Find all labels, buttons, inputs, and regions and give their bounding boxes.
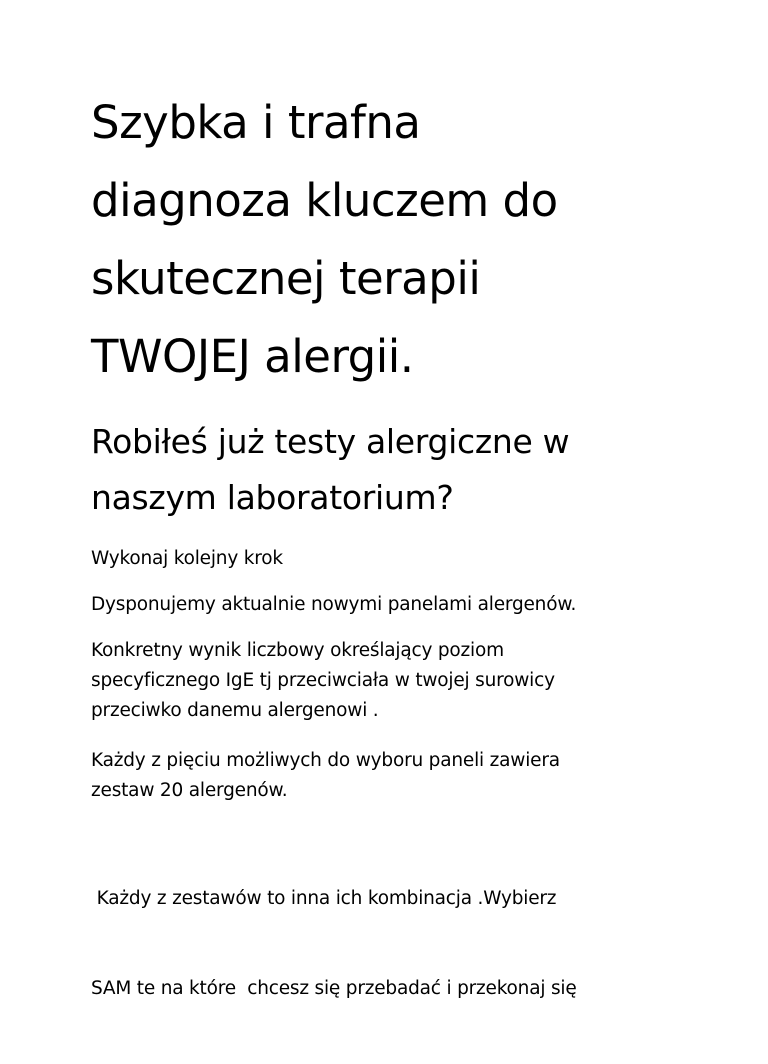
title-line: TWOJEJ alergii.	[91, 330, 414, 383]
paragraph-line: przeciwko danemu alergenowi .	[91, 700, 379, 721]
paragraph-new-panels	[91, 590, 731, 620]
paragraph-line: SAM te na które chcesz się przebadać i przekonaj się	[91, 978, 577, 999]
paragraph-line: Konkretny wynik liczbowy określający poziom	[91, 640, 504, 661]
paragraph-next-step	[91, 544, 731, 574]
subtitle-line: naszym laboratorium?	[91, 478, 454, 517]
paragraph-line: specyficznego IgE tj przeciwciała w twojej surowicy	[91, 670, 555, 691]
paragraph-line: Każdy z pięciu możliwych do wyboru paneli zawiera	[91, 750, 560, 771]
paragraph-line: Każdy z zestawów to inna ich kombinacja .Wybierz	[91, 888, 557, 909]
title-line: Szybka i trafna	[91, 96, 421, 149]
document-title	[91, 84, 751, 396]
paragraph-line: zestaw 20 alergenów.	[91, 780, 288, 801]
paragraph-choose-panel	[91, 824, 731, 1064]
title-line: diagnoza kluczem do	[91, 174, 558, 227]
paragraph-panels-content	[91, 746, 731, 806]
paragraph-line: Dysponujemy aktualnie nowymi panelami alergenów.	[91, 594, 577, 615]
document-subtitle	[91, 414, 751, 526]
title-line: skutecznej terapii	[91, 252, 481, 305]
subtitle-line: Robiłeś już testy alergiczne w	[91, 422, 570, 461]
paragraph-line: Wykonaj kolejny krok	[91, 548, 283, 569]
paragraph-result-description	[91, 636, 731, 726]
